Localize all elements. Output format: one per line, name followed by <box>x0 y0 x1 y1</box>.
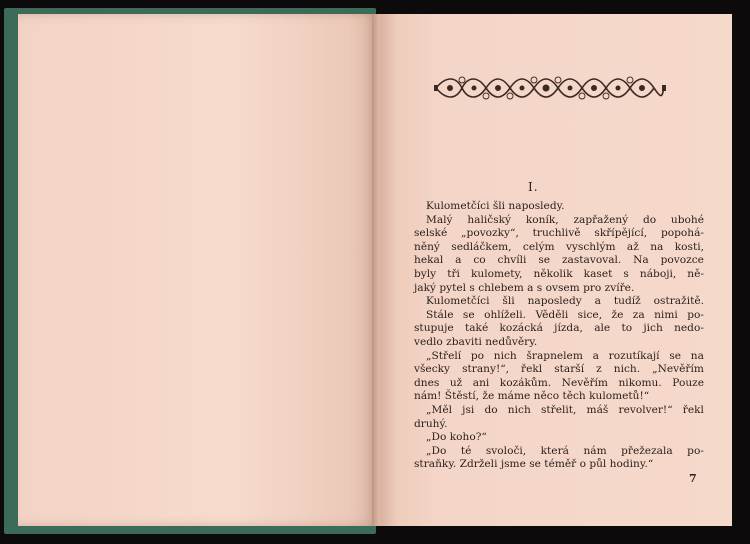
text-line: Stále se ohlíželi. Věděli sice, že za nimi po- <box>426 308 704 321</box>
text-line: selské „povozky“, truchlivě skřípějící, popohá- <box>414 227 704 240</box>
text-line: něný sedláčkem, celým vyschlým až na kosti, <box>414 240 704 253</box>
text-line: Kulometčíci šli naposledy a tudíž ostražitě. <box>426 295 704 308</box>
text-line: hekal a co chvíli se zastavoval. Na povozce <box>414 254 704 267</box>
text-line: dnes už ani kozákům. Nevěřím nikomu. Pouze <box>414 376 704 389</box>
text-line: druhý. <box>414 417 448 430</box>
text-line: stupuje také kozácká jízda, ale to jich nedo- <box>414 322 704 335</box>
floral-ornament-icon <box>432 72 668 104</box>
text-line: vedlo zbaviti nedůvěry. <box>414 335 538 348</box>
text-line: byly tři kulomety, několik kaset s náboji, ně- <box>414 267 704 280</box>
text-line: „Střelí po nich šrapnelem a rozutíkají se na <box>426 349 704 362</box>
text-line: „Do té svoloči, která nám přežezala po- <box>426 444 704 457</box>
text-line: straňky. Zdrželi jsme se téměř o půl hodiny.“ <box>414 458 654 471</box>
page-body-text <box>414 200 704 472</box>
left-page-blank <box>18 14 378 526</box>
text-line: Kulometčíci šli naposledy. <box>426 200 565 212</box>
text-line: jaký pytel s chlebem a s ovsem pro zvíře. <box>414 281 635 294</box>
text-line: „Měl jsi do nich střelit, máš revolver!“ řekl <box>426 403 704 416</box>
text-line: všecky strany!“, řekl starší z nich. „Nevěřím <box>414 363 704 376</box>
book-gutter <box>372 14 380 526</box>
text-line: nám! Štěstí, že máme něco těch kulometů!“ <box>414 390 650 403</box>
text-line: „Do koho?“ <box>426 431 487 444</box>
page-number: 7 <box>689 472 697 485</box>
text-line: Malý haličský koník, zapřažený do ubohé <box>426 213 704 226</box>
chapter-number: I. <box>528 180 539 194</box>
